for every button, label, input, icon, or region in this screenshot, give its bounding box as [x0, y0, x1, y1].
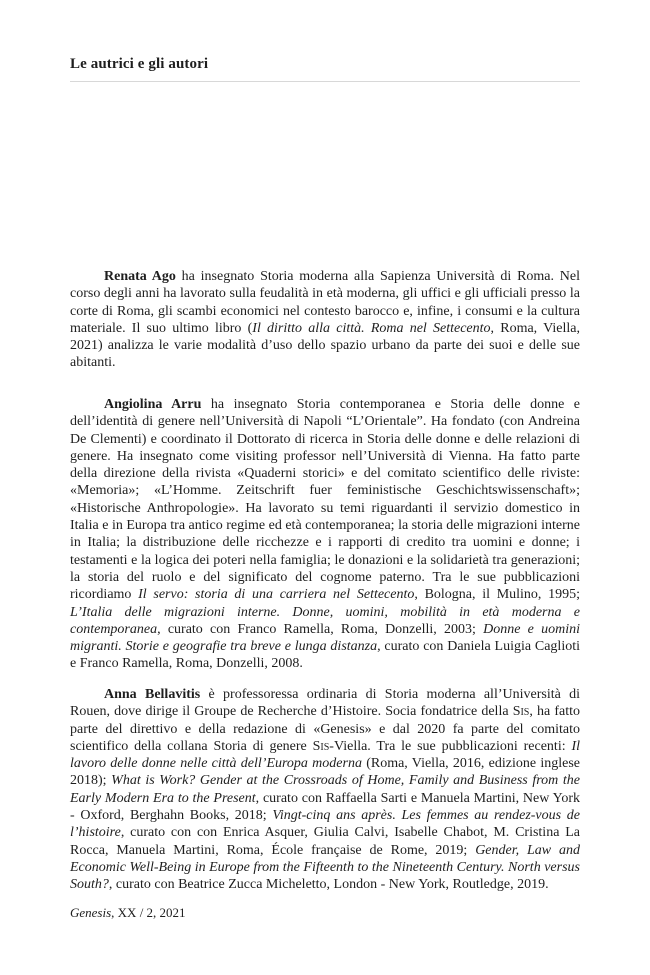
- publication-title: Il servo: storia di una carriera nel Settecento: [138, 587, 415, 603]
- bio-text: , ha fatto parte del direttivo e della redazione di «Genesis» e dal 2020 fa parte del comitato scientifico della collana Storia di genere: [70, 704, 580, 754]
- bio-text: , curato con Daniela Luigia Caglioti e Franco Ramella, Roma, Donzelli, 2008.: [70, 639, 580, 672]
- bio-paragraph: [70, 396, 580, 673]
- bio-text: Sis: [512, 704, 530, 720]
- publication-title: Il diritto alla città. Roma nel Settecento: [252, 320, 491, 336]
- publication-title: Gender, Law and Economic Well-Being in Europe from the Fifteenth to the Nineteenth Century. North versus South?: [70, 842, 580, 893]
- bio-text: , Bologna, il Mulino, 1995;: [414, 587, 581, 603]
- publication-title: L’Italia delle migrazioni interne. Donne, uomini, mobilità in età moderna e contemporanea: [70, 604, 580, 637]
- bio-text: ha insegnato Storia moderna alla Sapienza Università di Roma. Nel corso degli anni ha lavorato sulla feudalità in età moderna, gli uffici e gli ufficiali presso la corte di Roma, gli scambi economici nel contesto barocco e, infine, i consumi e la cultura materiale. Il suo ultimo libro (: [70, 269, 580, 336]
- publication-title: Vingt-cinq ans après. Les femmes au rendez-vous de l’histoire: [70, 808, 580, 841]
- author-name: Angiolina Arru: [104, 397, 202, 412]
- bio-paragraph: [70, 686, 580, 894]
- bio-text: , curato con Franco Ramella, Roma, Donzelli, 2003;: [157, 621, 484, 637]
- journal-name: Genesis: [70, 905, 112, 920]
- publication-title: Donne e uomini migranti. Storie e geografie tra breve e lunga distanza: [70, 621, 580, 655]
- bio-text: (Roma, Viella, 2016, edizione inglese 2018);: [70, 756, 580, 789]
- bio-text: , curato con con Enrica Asquer, Giulia Calvi, Isabelle Chabot, M. Cristina La Rocca, Manuela Martini, Roma, École française de Rome, 2019;: [70, 825, 580, 858]
- issue-info: , XX / 2, 2021: [111, 905, 186, 920]
- bio-text: è professoressa ordinaria di Storia moderna all’Università di Rouen, dove dirige il Groupe de Recherche d’Histoire. Socia fondatrice della: [70, 687, 581, 720]
- bio-text: , curato con Raffaella Sarti e Manuela Martini, New York - Oxford, Berghahn Books, 2018;: [70, 790, 581, 824]
- author-name: Renata Ago: [104, 269, 176, 284]
- bio-text: ha insegnato Storia contemporanea e Storia delle donne e dell’identità di genere nell’Università di Napoli “L’Orientale”. Ha fondato (con Andreina De Clementi) e coordinato il Dottorato di ricerca in Storia delle donne e delle relazioni di genere. Ha insegnato come visiting professor nell’Università di Vienna. Ha fatto parte della direzione della rivista «Quaderni storici» e del comitato scientifico delle riviste: «Memoria»; «L’Homme. Zeitschrift fuer feministische Geschichtswissenschaft»; «Historische Anthropologie». Ha lavorato su temi riguardanti il servizio domestico in Italia e in Europa tra antico regime ed età contemporanea; la storia delle migrazioni interne in Italia; la distribuzione delle ricchezze e i rapporti di credito tra uomini e donne; i testamenti e la logica dei poteri nella famiglia; le donazioni e la solidarietà tra generazioni; la storia del ruolo e del significato del cognome paterno. Tra le sue pubblicazioni ricordiamo: [70, 397, 580, 603]
- bio-text: , curato con Beatrice Zucca Micheletto, London - New York, Routledge, 2019.: [108, 877, 549, 893]
- author-name: Anna Bellavitis: [104, 687, 201, 702]
- publication-title: What is Work? Gender at the Crossroads of Home, Family and Business from the Early Modern Era to the Present: [70, 773, 580, 806]
- bio-text: Sis: [312, 738, 330, 754]
- page-header-title: Le autrici e gli autori: [70, 56, 580, 82]
- bio-paragraph: [70, 268, 580, 372]
- bio-text: -Viella. Tra le sue pubblicazioni recenti:: [329, 738, 572, 754]
- page-footer: [70, 905, 186, 921]
- bio-text: , Roma, Viella, 2021) analizza le varie modalità d’uso dello spazio urbano da parte dei suoi e delle sue abitanti.: [70, 320, 580, 371]
- publication-title: Il lavoro delle donne nelle città dell’Europa moderna: [70, 738, 581, 772]
